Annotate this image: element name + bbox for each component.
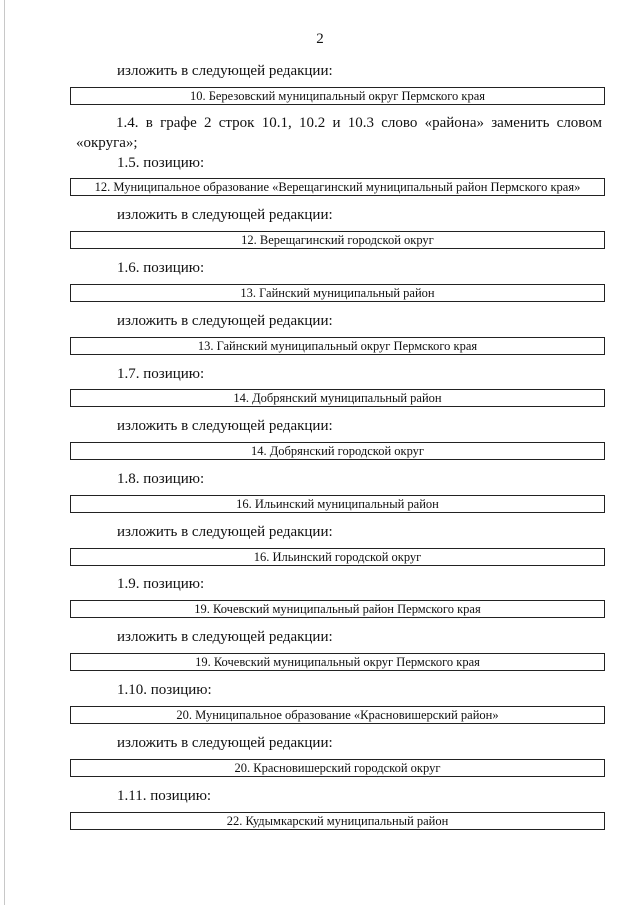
paragraph: 1.5. позицию: bbox=[117, 155, 205, 171]
table-row-box: 22. Кудымкарский муниципальный район bbox=[70, 812, 605, 830]
paragraph: 1.6. позицию: bbox=[117, 260, 205, 276]
paragraph: изложить в следующей редакции: bbox=[117, 418, 333, 434]
paragraph: изложить в следующей редакции: bbox=[117, 524, 333, 540]
page-number: 2 bbox=[316, 31, 324, 47]
table-row-box: 14. Добрянский муниципальный район bbox=[70, 389, 605, 407]
paragraph: 1.11. позицию: bbox=[117, 788, 212, 804]
paragraph: 1.4. в графе 2 строк 10.1, 10.2 и 10.3 слово «района» заменить словом «округа»; bbox=[76, 115, 602, 151]
table-row-box: 20. Муниципальное образование «Красновишерский район» bbox=[70, 706, 605, 724]
table-row-box: 13. Гайнский муниципальный район bbox=[70, 284, 605, 302]
table-row-box: 16. Ильинский городской округ bbox=[70, 548, 605, 566]
table-row-box: 12. Верещагинский городской округ bbox=[70, 231, 605, 249]
paragraph: изложить в следующей редакции: bbox=[117, 735, 333, 751]
paragraph: 1.7. позицию: bbox=[117, 366, 205, 382]
table-row-box: 12. Муниципальное образование «Верещагинский муниципальный район Пермского края» bbox=[70, 178, 605, 196]
paragraph: изложить в следующей редакции: bbox=[117, 313, 333, 329]
table-row-box: 14. Добрянский городской округ bbox=[70, 442, 605, 460]
paragraph: 1.9. позицию: bbox=[117, 576, 205, 592]
table-row-box: 19. Кочевский муниципальный район Пермского края bbox=[70, 600, 605, 618]
table-row-box: 19. Кочевский муниципальный округ Пермского края bbox=[70, 653, 605, 671]
paragraph: изложить в следующей редакции: bbox=[117, 63, 333, 79]
paragraph: изложить в следующей редакции: bbox=[117, 629, 333, 645]
table-row-box: 13. Гайнский муниципальный округ Пермского края bbox=[70, 337, 605, 355]
paragraph: 1.8. позицию: bbox=[117, 471, 205, 487]
table-row-box: 20. Красновишерский городской округ bbox=[70, 759, 605, 777]
paragraph: изложить в следующей редакции: bbox=[117, 207, 333, 223]
table-row-box: 16. Ильинский муниципальный район bbox=[70, 495, 605, 513]
page-edge-line bbox=[4, 0, 5, 905]
paragraph: 1.10. позицию: bbox=[117, 682, 212, 698]
table-row-box: 10. Березовский муниципальный округ Пермского края bbox=[70, 87, 605, 105]
